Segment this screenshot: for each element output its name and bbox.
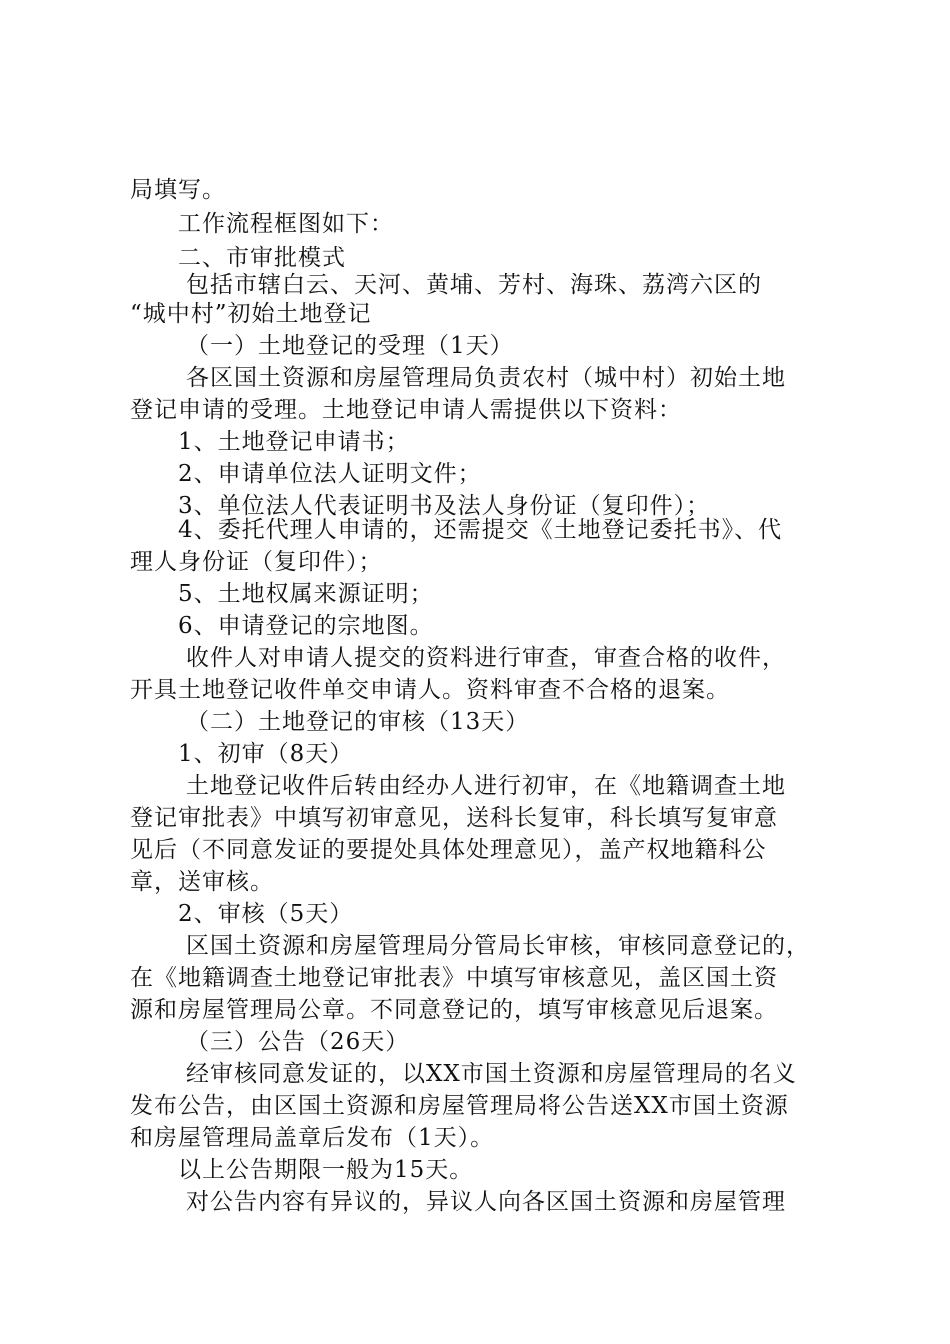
subsection-heading: （一）土地登记的受理（1天） bbox=[186, 333, 514, 359]
section-heading: 二、市审批模式 bbox=[178, 245, 346, 271]
text-line: 区国土资源和房屋管理局分管局长审核，审核同意登记的， bbox=[186, 933, 810, 959]
text-line: 源和房屋管理局公章。不同意登记的，填写审核意见后退案。 bbox=[130, 997, 778, 1023]
text-line: 收件人对申请人提交的资料进行审查，审查合格的收件， bbox=[186, 645, 786, 671]
text-line: 发布公告，由区国土资源和房屋管理局将公告送XX市国土资源 bbox=[130, 1093, 789, 1119]
text-line: 理人身份证（复印件）； bbox=[130, 549, 383, 575]
list-item: 1、初审（8天） bbox=[178, 741, 354, 767]
text-line: “城中村”初始土地登记 bbox=[130, 301, 372, 327]
list-item: 4、委托代理人申请的，还需提交《土地登记委托书》、代 bbox=[178, 517, 783, 543]
list-item: 2、申请单位法人证明文件； bbox=[178, 461, 482, 487]
text-line: 局填写。 bbox=[130, 177, 226, 203]
subsection-heading: （二）土地登记的审核（13天） bbox=[186, 709, 530, 735]
text-line: 见后（不同意发证的要提处具体处理意见），盖产权地籍科公 bbox=[130, 837, 767, 863]
text-line: 经审核同意发证的，以XX市国土资源和房屋管理局的名义 bbox=[186, 1061, 797, 1087]
subsection-heading: （三）公告（26天） bbox=[186, 1029, 410, 1055]
list-item: 2、审核（5天） bbox=[178, 901, 354, 927]
text-line: 登记审批表》中填写初审意见，送科长复审，科长填写复审意 bbox=[130, 805, 778, 831]
text-line: 工作流程框图如下： bbox=[178, 211, 394, 237]
text-line: 章，送审核。 bbox=[130, 869, 274, 895]
list-item: 3、单位法人代表证明书及法人身份证（复印件）； bbox=[178, 493, 711, 519]
list-item: 6、申请登记的宗地图。 bbox=[178, 613, 434, 639]
text-line: 包括市辖白云、天河、黄埔、芳村、海珠、荔湾六区的 bbox=[186, 272, 762, 298]
text-line: 在《地籍调查土地登记审批表》中填写审核意见，盖区国土资 bbox=[130, 965, 778, 991]
text-line: 对公告内容有异议的，异议人向各区国土资源和房屋管理 bbox=[186, 1189, 786, 1215]
text-line: 各区国土资源和房屋管理局负责农村（城中村）初始土地 bbox=[186, 365, 786, 391]
text-line: 登记申请的受理。土地登记申请人需提供以下资料： bbox=[130, 397, 682, 423]
text-line: 土地登记收件后转由经办人进行初审，在《地籍调查土地 bbox=[186, 773, 786, 799]
text-line: 开具土地登记收件单交申请人。资料审查不合格的退案。 bbox=[130, 677, 730, 703]
list-item: 5、土地权属来源证明； bbox=[178, 581, 434, 607]
list-item: 1、土地登记申请书； bbox=[178, 429, 410, 455]
text-line: 和房屋管理局盖章后发布（1天）。 bbox=[130, 1125, 495, 1151]
text-line: 以上公告期限一般为15天。 bbox=[178, 1157, 474, 1183]
